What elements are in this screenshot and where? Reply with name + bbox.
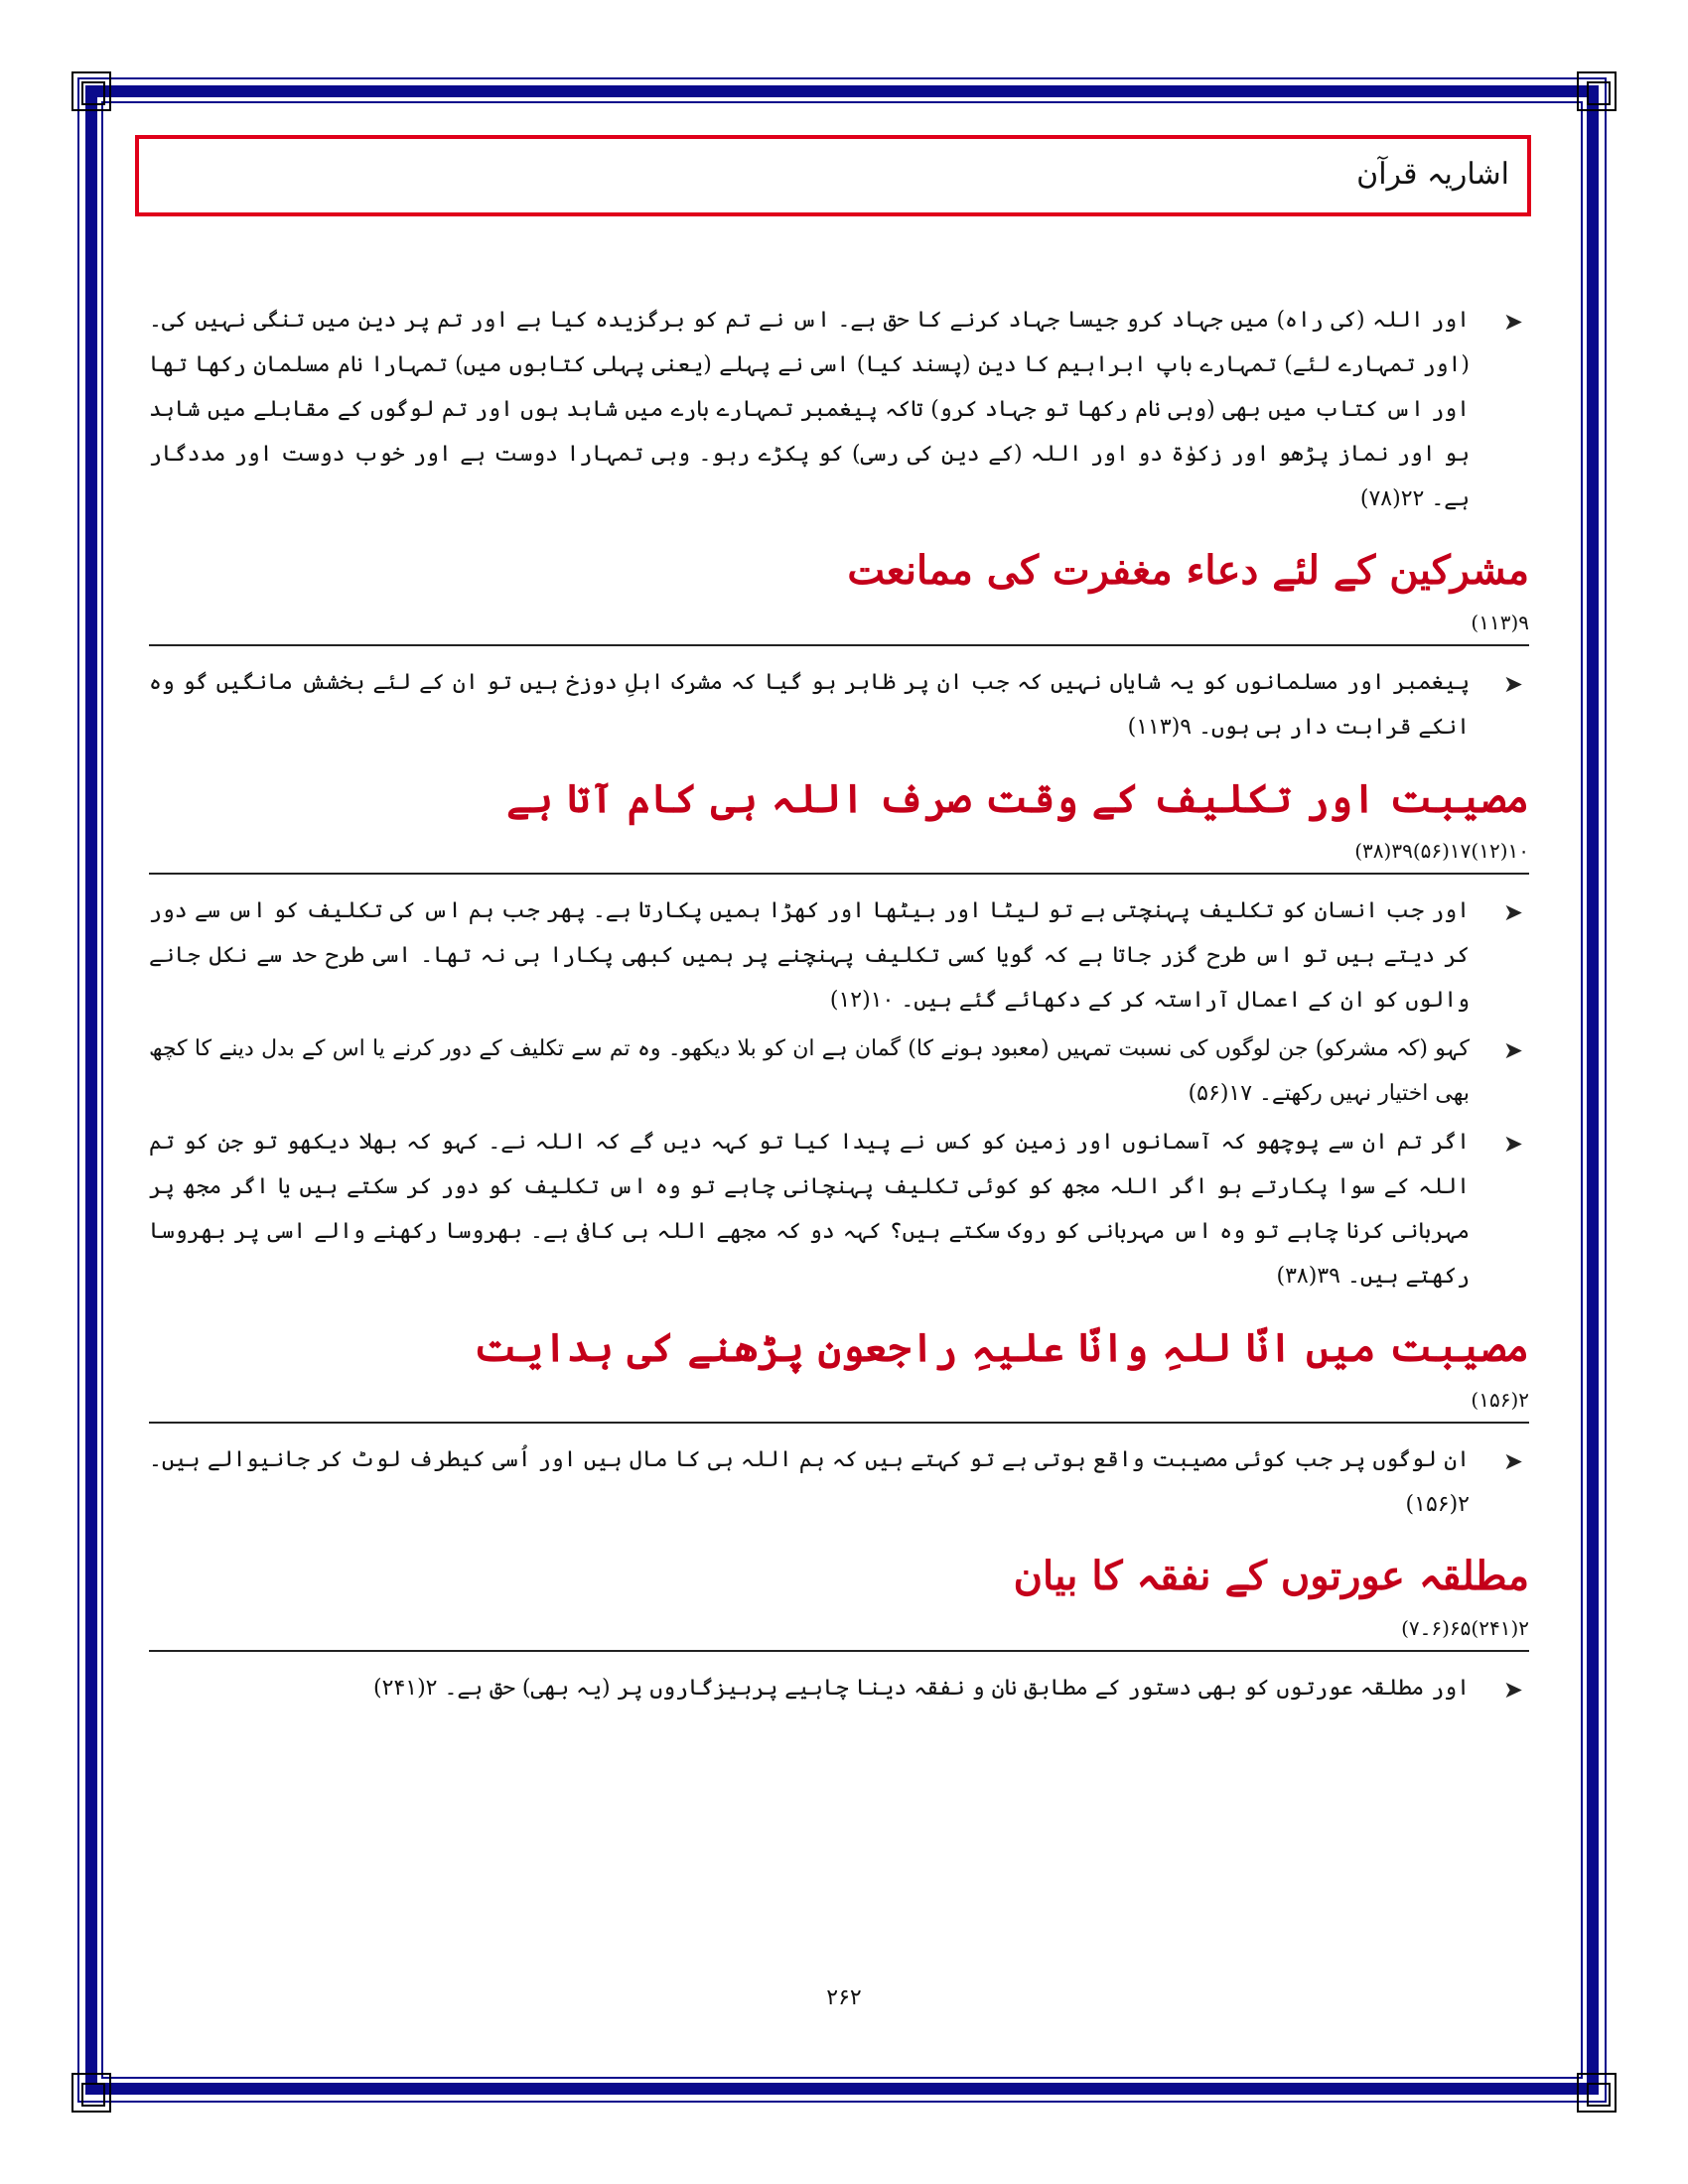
section-inna-lillah [149, 1320, 1529, 1527]
list-item [149, 1026, 1529, 1116]
bullet-arrow-icon: ➤ [1502, 1676, 1523, 1704]
bullet-arrow-icon: ➤ [1502, 308, 1523, 336]
bullet-text: پیغمبر اور مسلمانوں کو یہ شایاں نہیں کہ جب ان پر ظاہر ہو گیا کہ مشرک اہلِ دوزخ ہیں تو ان کے لئے بخشش مانگیں گو وہ انکے قرابت دار ہی ہوں۔ ۹(۱۱۳) [149, 670, 1470, 740]
section-reference: ۲(۱۵۶) [1471, 1388, 1529, 1412]
section-mushrikeen [149, 543, 1529, 750]
section-heading: مشرکین کے لئے دعاء مغفرت کی ممانعت [847, 547, 1529, 594]
list-item [149, 660, 1529, 750]
page-number: ۲۶۲ [826, 1985, 862, 2010]
bullet-arrow-icon: ➤ [1502, 1130, 1523, 1158]
list-item [149, 1437, 1529, 1527]
divider [149, 1422, 1529, 1424]
section-mutallaqa [149, 1549, 1529, 1710]
bullet-arrow-icon: ➤ [1502, 670, 1523, 698]
bullet-text: اور اللہ (کی راہ) میں جہاد کرو جیسا جہاد کرنے کا حق ہے۔ اس نے تم کو برگزیدہ کیا ہے اور تم پر دین میں تنگی نہیں کی۔ (اور تمہارے لئے) تمہارے باپ ابراہیم کا دین (پسند کیا) اسی نے پہلے (یعنی پہلی کتابوں میں) تمہارا نام مسلمان رکھا تھا اور اس کتاب میں بھی (وہی نام رکھا تو جہاد کرو) تاکہ پیغمبر تمہارے بارے میں شاہد ہوں اور تم لوگوں کے مقابلے میں شاہد ہو اور نماز پڑھو اور زکوٰۃ دو اور اللہ (کے دین کی رسی) کو پکڑے رہو۔ وہی تمہارا دوست ہے اور خوب دوست اور مددگار ہے۔ ۲۲(۷۸) [149, 308, 1470, 511]
corner-ornament-bottom-left [71, 2073, 111, 2113]
bullet-arrow-icon: ➤ [1502, 898, 1523, 926]
corner-ornament-top-right [1577, 71, 1617, 111]
section-reference: ۹(۱۱۳) [1471, 611, 1529, 634]
section-reference: ۲(۲۴۱)۶۵(۶۔۷) [1401, 1616, 1529, 1640]
section-reference: ۱۰(۱۲)۱۷(۵۶)۳۹(۳۸) [1354, 839, 1529, 863]
list-item [149, 888, 1529, 1023]
section-heading: مطلقہ عورتوں کے نفقہ کا بیان [1013, 1553, 1529, 1599]
header-box [135, 135, 1531, 216]
bullet-arrow-icon: ➤ [1502, 1447, 1523, 1475]
bullet-text: اور مطلقہ عورتوں کو بھی دستور کے مطابق نان و نفقہ دینا چاہیے پرہیزگاروں پر (یہ بھی) حق ہے۔ ۲(۲۴۱) [373, 1676, 1470, 1701]
divider [149, 873, 1529, 875]
section-heading: مصیبت میں انّا للہِ وانّا علیہِ راجعون پڑھنے کی ہدایت [474, 1324, 1529, 1371]
divider [149, 644, 1529, 646]
corner-ornament-bottom-right [1577, 2073, 1617, 2113]
bullet-text: اگر تم ان سے پوچھو کہ آسمانوں اور زمین کو کس نے پیدا کیا تو کہہ دیں گے کہ اللہ نے۔ کہو کہ بھلا دیکھو تو جن کو تم اللہ کے سوا پکارتے ہو اگر اللہ مجھ کو کوئی تکلیف پہنچانی چاہے تو وہ اس تکلیف کو دور کر سکتے ہیں یا اگر مجھ پر مہربانی کرنا چاہے تو وہ اس مہربانی کو روک سکتے ہیں؟ کہہ دو کہ مجھے اللہ ہی کافی ہے۔ بھروسا رکھنے والے اسی پر بھروسا رکھتے ہیں۔ ۳۹(۳۸) [149, 1130, 1470, 1289]
section-heading: مصیبت اور تکلیف کے وقت صرف اللہ ہی کام آتا ہے [506, 775, 1529, 822]
divider [149, 1650, 1529, 1652]
corner-ornament-top-left [71, 71, 111, 111]
list-item [149, 1666, 1529, 1710]
list-item [149, 298, 1529, 521]
bullet-text: ان لوگوں پر جب کوئی مصیبت واقع ہوتی ہے تو کہتے ہیں کہ ہم اللہ ہی کا مال ہیں اور اُسی کیطرف لوٹ کر جانیوالے ہیں۔ ۲(۱۵۶) [149, 1447, 1470, 1517]
bullet-text: کہو (کہ مشرکو) جن لوگوں کی نسبت تمہیں (معبود ہونے کا) گمان ہے ان کو بلا دیکھو۔ وہ تم سے تکلیف کے دور کرنے یا اس کے بدل دینے کا کچھ بھی اختیار نہیں رکھتے۔ ۱۷(۵۶) [149, 1036, 1470, 1106]
bullet-text: اور جب انسان کو تکلیف پہنچتی ہے تو لیٹا اور بیٹھا اور کھڑا ہمیں پکارتا ہے۔ پھر جب ہم اس کی تکلیف کو اس سے دور کر دیتے ہیں تو اس طرح گزر جاتا ہے کہ گویا کسی تکلیف پہنچنے پر ہمیں کبھی پکارا ہی نہ تھا۔ اسی طرح حد سے نکل جانے والوں کو ان کے اعمال آراستہ کر کے دکھائے گئے ہیں۔ ۱۰(۱۲) [149, 898, 1470, 1013]
list-item [149, 1120, 1529, 1298]
section-museebat [149, 771, 1529, 1298]
header-title: اشاریہ قرآن [1356, 157, 1509, 192]
section-jihad [149, 298, 1529, 521]
bullet-arrow-icon: ➤ [1502, 1036, 1523, 1064]
page-content [149, 298, 1529, 1714]
